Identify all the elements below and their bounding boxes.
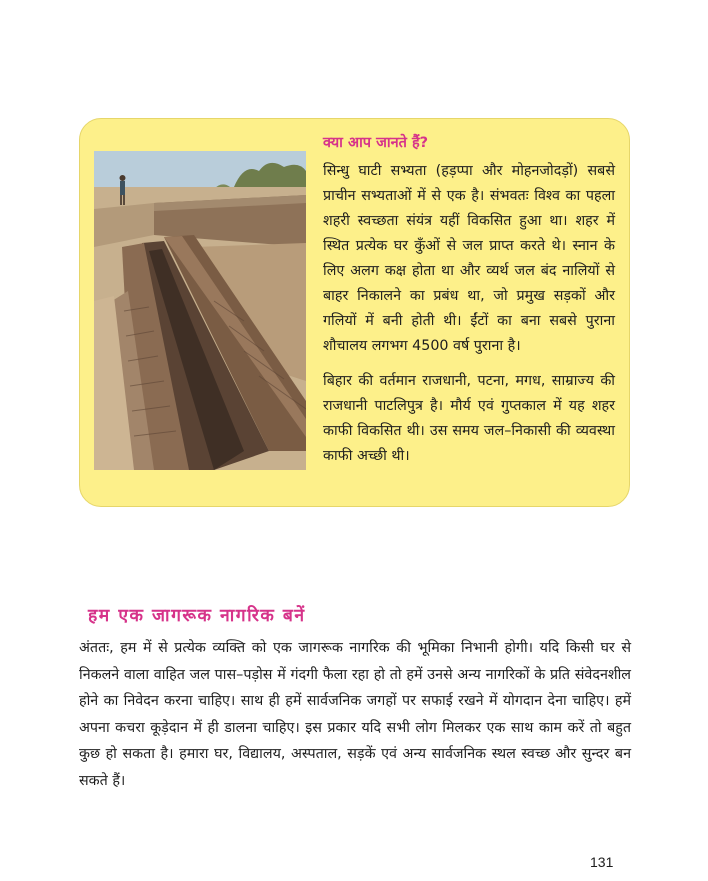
ancient-drain-illustration [94,151,306,470]
section-body-text: अंततः, हम में से प्रत्येक व्यक्ति को एक जागरूक नागरिक की भूमिका निभानी होगी। यदि किसी घर से निकलने वाला वाहित जल पास–पड़ोस में गंदगी फैला रहा हो तो हमें उनसे अन्य नागरिकों के प्रति संवेदनशील होने का निवेदन करना चाहिए। साथ ही हमें सार्वजनिक जगहों पर सफाई रखने में योगदान देना चाहिए। हमें अपना कचरा कूड़ेदान में ही डालना चाहिए। इस प्रकार यदि सभी लोग मिलकर एक साथ काम करें तो बहुत कुछ हो सकता है। हमारा घर, विद्यालय, अस्पताल, सड़कें एवं अन्य सार्वजनिक स्थल स्वच्छ और सुन्दर बन सकते हैं। [79,640,631,789]
box-title: क्या आप जानते हैं? [323,135,429,151]
section-heading: हम एक जागरूक नागरिक बनें [88,606,306,626]
box-text [323,159,615,469]
box-paragraph-patna: बिहार की वर्तमान राजधानी, पटना, मगध, साम्राज्य की राजधानी पाटलिपुत्र है। मौर्य एवं गुप्तकाल में यह शहर काफी विकसित थी। उस समय जल–निकासी की व्यवस्था काफी अच्छी थी। [323,373,615,464]
did-you-know-box [79,118,630,507]
ancient-drain-photo [94,151,306,470]
page-number: 131 [590,854,614,870]
box-paragraph-indus: सिन्धु घाटी सभ्यता (हड़प्पा और मोहनजोदड़ों) सबसे प्राचीन सभ्यताओं में से एक है। संभवतः विश्व का पहला शहरी स्वच्छता संयंत्र यहीं विकसित हुआ था। शहर में स्थित प्रत्येक घर कुँओं से जल प्राप्त करते थे। स्नान के लिए अलग कक्ष होता था और व्यर्थ जल बंद नालियों से बाहर निकालने का प्रबंध था, जो प्रमुख सड़कों और गलियों में बनी होती थी। ईंटों का बना सबसे पुराना शौचालय लगभग 4500 वर्ष पुराना है। [323,163,615,354]
